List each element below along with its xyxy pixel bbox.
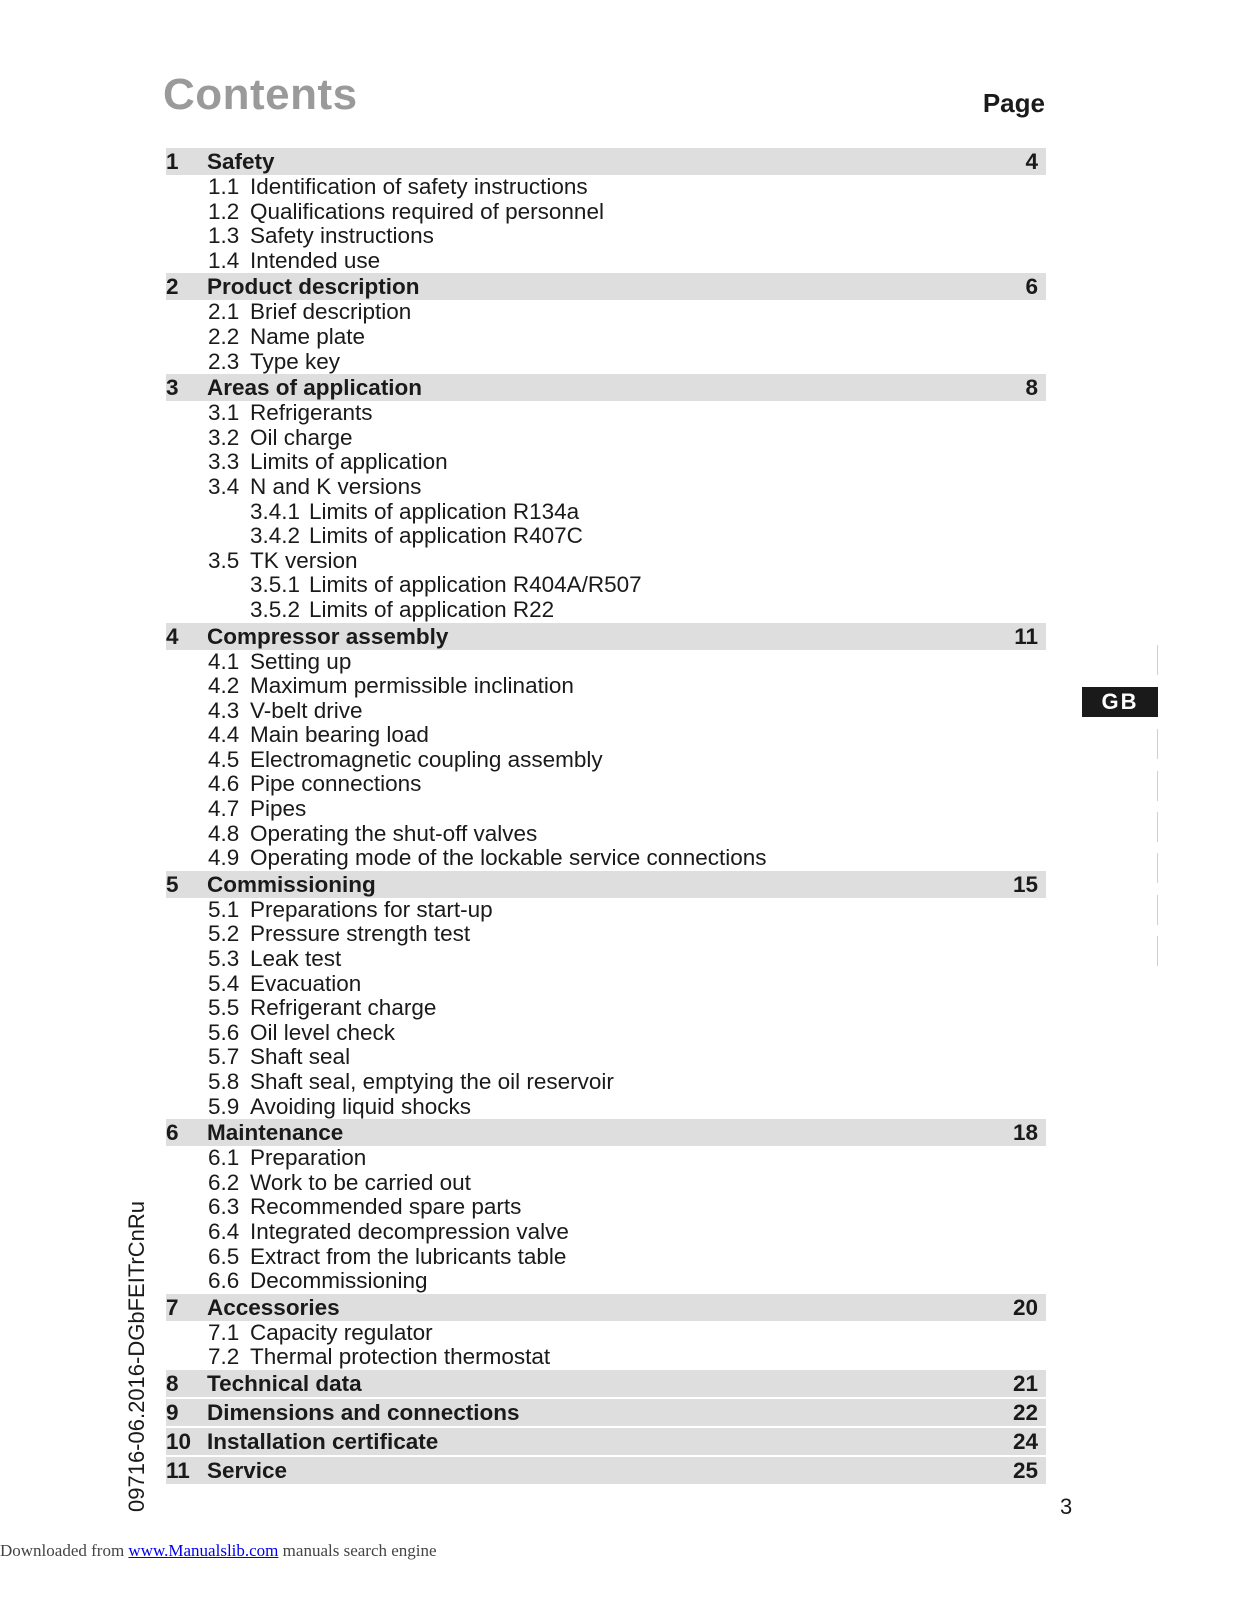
tab-divider (1157, 729, 1158, 759)
toc-subsection-row[interactable] (166, 1070, 1046, 1095)
item-number: 1.3 (208, 223, 240, 249)
toc-subsection-row[interactable] (166, 426, 1046, 451)
footer-prefix: Downloaded from (0, 1541, 129, 1560)
item-title: Brief description (250, 299, 412, 325)
section-number: 8 (166, 1370, 179, 1396)
item-number: 3.4.2 (250, 523, 301, 549)
section-number: 1 (166, 149, 179, 174)
item-number: 3.5 (208, 547, 240, 573)
item-number: 6.4 (208, 1218, 240, 1244)
section-page: 6 (1025, 274, 1038, 300)
section-page: 15 (1012, 871, 1038, 897)
toc-subsection-row[interactable] (166, 1345, 1046, 1370)
toc-section-row[interactable] (166, 374, 1046, 401)
item-number: 3.3 (208, 449, 240, 475)
item-title: Refrigerant charge (250, 995, 437, 1021)
item-number: 4.7 (208, 796, 240, 822)
toc-subsection-row[interactable] (166, 947, 1046, 972)
footer-link[interactable]: www.Manualslib.com (128, 1541, 279, 1560)
item-number: 4.9 (208, 845, 240, 871)
item-number: 5.1 (208, 896, 240, 922)
item-number: 4.2 (208, 673, 240, 699)
toc-subsection-row[interactable] (166, 972, 1046, 997)
toc-subsection-row[interactable] (166, 224, 1046, 249)
item-title: Safety instructions (250, 223, 434, 249)
toc-subsection-row[interactable] (166, 723, 1046, 748)
toc-subsubsection-row[interactable] (166, 573, 1046, 598)
item-title: Name plate (250, 323, 366, 349)
toc-subsection-row[interactable] (166, 325, 1046, 350)
item-title: Pipe connections (250, 771, 422, 797)
item-title: Decommissioning (250, 1268, 428, 1294)
item-title: Qualifications required of personnel (250, 198, 604, 224)
section-page: 20 (1012, 1294, 1038, 1320)
toc-subsection-row[interactable] (166, 1195, 1046, 1220)
section-page: 25 (1012, 1457, 1038, 1483)
item-number: 3.5.1 (250, 572, 301, 598)
item-number: 7.2 (208, 1344, 240, 1370)
section-page: 4 (1025, 149, 1038, 174)
item-title: Avoiding liquid shocks (250, 1093, 471, 1119)
toc-section-row[interactable] (166, 273, 1046, 300)
item-title: Shaft seal (250, 1044, 351, 1070)
toc-subsection-row[interactable] (166, 1171, 1046, 1196)
toc-section-row[interactable] (166, 1370, 1046, 1397)
item-number: 2.2 (208, 323, 240, 349)
item-title: Limits of application R407C (309, 523, 583, 549)
item-title: Pressure strength test (250, 921, 471, 947)
item-title: Pipes (250, 796, 307, 822)
item-title: Limits of application R404A/R507 (309, 572, 642, 598)
section-title: Accessories (207, 1294, 340, 1320)
item-number: 4.5 (208, 746, 240, 772)
item-title: TK version (250, 547, 358, 573)
item-title: Work to be carried out (250, 1169, 471, 1195)
item-number: 2.1 (208, 299, 240, 325)
toc-subsection-row[interactable] (166, 401, 1046, 426)
item-number: 5.9 (208, 1093, 240, 1119)
toc-subsection-row[interactable] (166, 1095, 1046, 1120)
item-number: 5.3 (208, 946, 240, 972)
item-number: 1.1 (208, 174, 240, 199)
tab-divider (1157, 853, 1158, 883)
toc-subsection-row[interactable] (166, 1269, 1046, 1294)
item-title: Shaft seal, emptying the oil reservoir (250, 1069, 614, 1094)
item-number: 4.8 (208, 820, 240, 846)
section-number: 10 (166, 1428, 192, 1454)
section-title: Areas of application (207, 375, 423, 401)
toc-section-row[interactable] (166, 871, 1046, 898)
toc-section-row[interactable] (166, 1119, 1046, 1146)
toc-subsection-row[interactable] (166, 797, 1046, 822)
toc-subsection-row[interactable] (166, 300, 1046, 325)
item-number: 3.5.2 (250, 596, 301, 622)
item-number: 2.3 (208, 348, 240, 374)
item-number: 4.4 (208, 722, 240, 748)
item-number: 3.2 (208, 424, 240, 450)
toc-subsection-row[interactable] (166, 1321, 1046, 1346)
item-number: 4.1 (208, 648, 240, 674)
item-title: Leak test (250, 946, 342, 972)
item-title: Main bearing load (250, 722, 429, 748)
section-title: Service (207, 1457, 288, 1483)
toc-subsection-row[interactable] (166, 350, 1046, 375)
section-title: Installation certificate (207, 1428, 439, 1454)
section-number: 11 (166, 1457, 190, 1483)
item-number: 7.1 (208, 1319, 240, 1345)
item-title: Integrated decompression valve (250, 1218, 569, 1244)
item-title: Capacity regulator (250, 1319, 433, 1345)
item-title: Evacuation (250, 970, 362, 996)
item-number: 6.1 (208, 1145, 240, 1171)
section-number: 7 (166, 1294, 179, 1320)
item-title: Setting up (250, 648, 352, 674)
tab-divider (1157, 771, 1158, 801)
download-footer (0, 1541, 437, 1561)
item-number: 1.4 (208, 247, 240, 273)
toc-section-row[interactable] (166, 148, 1046, 175)
item-number: 5.4 (208, 970, 240, 996)
toc-subsection-row[interactable] (166, 450, 1046, 475)
toc-section-row[interactable] (166, 1428, 1046, 1455)
section-page: 21 (1012, 1370, 1038, 1396)
toc-subsection-row[interactable] (166, 699, 1046, 724)
item-title: Intended use (250, 247, 381, 273)
toc-subsection-row[interactable] (166, 1146, 1046, 1171)
toc-section-row[interactable] (166, 623, 1046, 650)
item-number: 3.4 (208, 473, 240, 499)
section-title: Product description (207, 274, 420, 300)
item-title: Thermal protection thermostat (250, 1344, 551, 1370)
toc-subsection-row[interactable] (166, 1220, 1046, 1245)
toc-section-row[interactable] (166, 1457, 1046, 1484)
section-title: Maintenance (207, 1120, 344, 1146)
item-number: 5.5 (208, 995, 240, 1021)
section-number: 3 (166, 375, 179, 401)
item-number: 5.8 (208, 1069, 240, 1094)
toc-subsection-row[interactable] (166, 1045, 1046, 1070)
item-title: Refrigerants (250, 400, 373, 426)
section-number: 6 (166, 1120, 179, 1146)
toc-subsection-row[interactable] (166, 249, 1046, 274)
section-number: 9 (166, 1399, 179, 1425)
toc-subsection-row[interactable] (166, 996, 1046, 1021)
section-title: Commissioning (207, 871, 376, 897)
toc-subsection-row[interactable] (166, 846, 1046, 871)
section-page: 22 (1012, 1399, 1038, 1425)
toc-subsection-row[interactable] (166, 549, 1046, 574)
item-title: Limits of application (250, 449, 448, 475)
section-title: Safety (207, 149, 275, 174)
item-number: 5.2 (208, 921, 240, 947)
toc-subsection-row[interactable] (166, 748, 1046, 773)
section-number: 4 (166, 623, 179, 649)
tab-divider (1157, 895, 1158, 925)
toc-subsection-row[interactable] (166, 1245, 1046, 1270)
item-title: Operating mode of the lockable service connections (250, 845, 767, 871)
item-title: Limits of application R22 (309, 596, 555, 622)
page-title: Contents (163, 70, 358, 119)
item-number: 6.5 (208, 1243, 240, 1269)
toc-subsection-row[interactable] (166, 772, 1046, 797)
item-title: Maximum permissible inclination (250, 673, 574, 699)
item-title: Type key (250, 348, 341, 374)
item-number: 3.1 (208, 400, 240, 426)
section-number: 5 (166, 871, 179, 897)
item-number: 3.4.1 (250, 498, 301, 524)
toc-subsubsection-row[interactable] (166, 598, 1046, 623)
item-title: Preparations for start-up (250, 896, 493, 922)
item-title: Operating the shut-off valves (250, 820, 538, 846)
section-page: 8 (1025, 375, 1038, 401)
item-title: N and K versions (250, 473, 422, 499)
item-title: Identification of safety instructions (250, 174, 588, 199)
section-page: 24 (1012, 1428, 1038, 1454)
item-title: Limits of application R134a (309, 498, 580, 524)
item-number: 1.2 (208, 198, 240, 224)
toc-subsection-row[interactable] (166, 475, 1046, 500)
item-number: 6.2 (208, 1169, 240, 1195)
item-number: 6.6 (208, 1268, 240, 1294)
table-of-contents (166, 148, 1046, 1484)
document-code: 09716-06.2016-DGbFEITrCnRu (124, 1200, 149, 1512)
toc-section-row[interactable] (166, 1294, 1046, 1321)
item-number: 5.6 (208, 1019, 240, 1045)
toc-subsection-row[interactable] (166, 674, 1046, 699)
toc-subsection-row[interactable] (166, 650, 1046, 675)
toc-subsection-row[interactable] (166, 922, 1046, 947)
language-tab-gb[interactable]: GB (1082, 687, 1158, 717)
toc-section-row[interactable] (166, 1399, 1046, 1426)
toc-subsection-row[interactable] (166, 200, 1046, 225)
toc-subsection-row[interactable] (166, 1021, 1046, 1046)
toc-subsection-row[interactable] (166, 822, 1046, 847)
section-page: 18 (1012, 1120, 1038, 1146)
footer-suffix: manuals search engine (278, 1541, 437, 1560)
toc-subsection-row[interactable] (166, 175, 1046, 200)
tab-divider (1157, 812, 1158, 842)
toc-subsubsection-row[interactable] (166, 524, 1046, 549)
item-number: 5.7 (208, 1044, 240, 1070)
section-title: Technical data (207, 1370, 362, 1396)
item-title: V-belt drive (250, 697, 363, 723)
item-number: 4.3 (208, 697, 240, 723)
section-title: Dimensions and connections (207, 1399, 520, 1425)
tab-divider (1157, 645, 1158, 675)
page-number: 3 (1060, 1494, 1073, 1519)
item-title: Electromagnetic coupling assembly (250, 746, 603, 772)
item-title: Oil charge (250, 424, 353, 450)
tab-divider (1157, 936, 1158, 966)
item-number: 6.3 (208, 1194, 240, 1220)
page-column-heading: Page (982, 88, 1045, 118)
section-title: Compressor assembly (207, 623, 449, 649)
section-number: 2 (166, 274, 179, 300)
toc-subsubsection-row[interactable] (166, 500, 1046, 525)
item-number: 4.6 (208, 771, 240, 797)
item-title: Extract from the lubricants table (250, 1243, 567, 1269)
toc-subsection-row[interactable] (166, 898, 1046, 923)
item-title: Preparation (250, 1145, 367, 1171)
item-title: Oil level check (250, 1019, 396, 1045)
item-title: Recommended spare parts (250, 1194, 522, 1220)
section-page: 11 (1014, 623, 1038, 649)
